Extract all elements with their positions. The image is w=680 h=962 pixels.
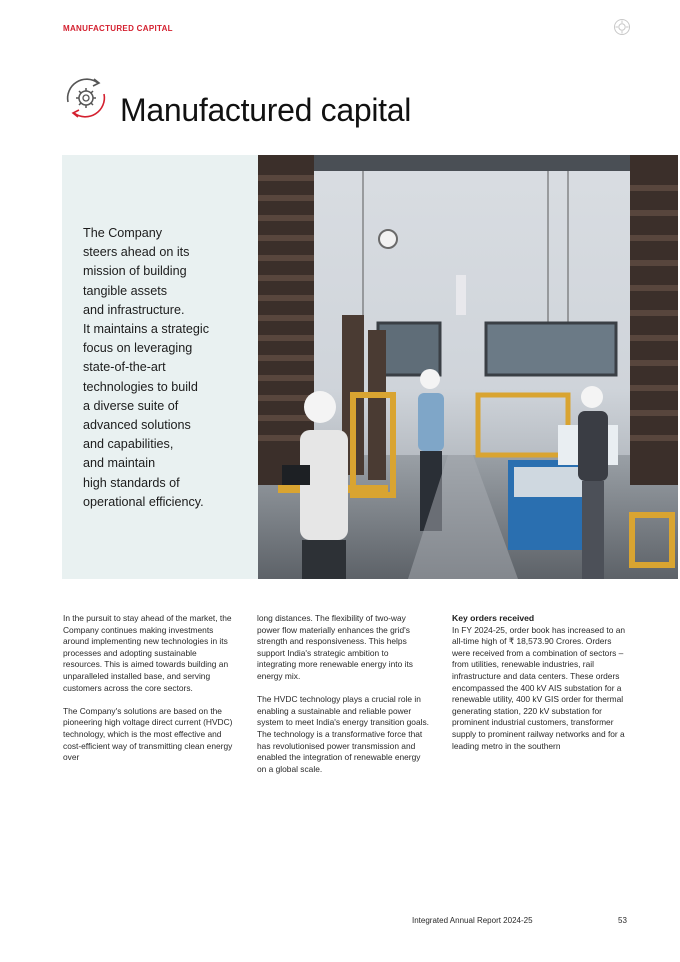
circular-gear-icon — [613, 18, 631, 36]
intro-line: tangible assets — [83, 283, 168, 298]
intro-line: a diverse suite of — [83, 398, 179, 413]
intro-line: advanced solutions — [83, 418, 191, 433]
body-column-2 — [257, 613, 429, 787]
footer-report-title: Integrated Annual Report 2024-25 — [412, 916, 533, 925]
body-column-1 — [63, 613, 235, 775]
paragraph: long distances. The flexibility of two-way power flow materially enhances the grid's strength and responsiveness. This helps support India's strategic ambition to integrating more renewable energy into its energy mix. — [257, 613, 413, 681]
gear-cycle-icon — [62, 74, 110, 122]
body-column-3 — [452, 613, 628, 764]
intro-line: and capabilities, — [83, 437, 174, 452]
page-title: Manufactured capital — [120, 92, 412, 128]
paragraph: In the pursuit to stay ahead of the market, the Company continues making investments around implementing new technologies in its processes and adopting sustainable resources. This is aimed towards building an unparalleled installed base, and serving customers across the core sectors. — [63, 613, 232, 693]
intro-line: operational efficiency. — [83, 494, 204, 509]
intro-line: state-of-the-art — [83, 360, 166, 375]
running-header-section-label: MANUFACTURED CAPITAL — [63, 24, 173, 33]
factory-photo — [258, 155, 678, 579]
intro-statement — [83, 224, 253, 512]
paragraph: The HVDC technology plays a crucial role in enabling a sustainable and reliable power system to meet India's energy transition goals. The technology is a transformative force that has revolutionised power transmission and enabled the integration of renewable energy on a global scale. — [257, 694, 429, 774]
intro-line: The Company — [83, 226, 163, 240]
intro-line: technologies to build — [83, 379, 198, 394]
paragraph: In FY 2024-25, order book has increased to an all-time high of ₹ 18,573.90 Crores. Orders were received from a combination of sectors – from utilities, renewable industries, rail infrastructure and data centers. These orders encompassed the 400 kV AIS substation for a renewable utility, 400 kV GIS order for thermal generating station, 220 kV substation for prominent industrial customers, transformer supply to prominent railway networks and for a leading metro in the southern — [452, 624, 626, 751]
intro-line: high standards of — [83, 475, 180, 490]
intro-line: mission of building — [83, 264, 187, 279]
page-number: 53 — [618, 916, 627, 925]
paragraph: The Company's solutions are based on the pioneering high voltage direct current (HVDC) technology, which is the most effective and cost-efficient way of transmitting clean energy over — [63, 705, 233, 763]
key-orders-heading: Key orders received — [452, 613, 535, 623]
intro-line: and maintain — [83, 456, 156, 471]
intro-line: It maintains a strategic — [83, 322, 209, 337]
intro-line: steers ahead on its — [83, 245, 190, 260]
intro-line: and infrastructure. — [83, 302, 185, 317]
intro-line: focus on leveraging — [83, 341, 193, 356]
